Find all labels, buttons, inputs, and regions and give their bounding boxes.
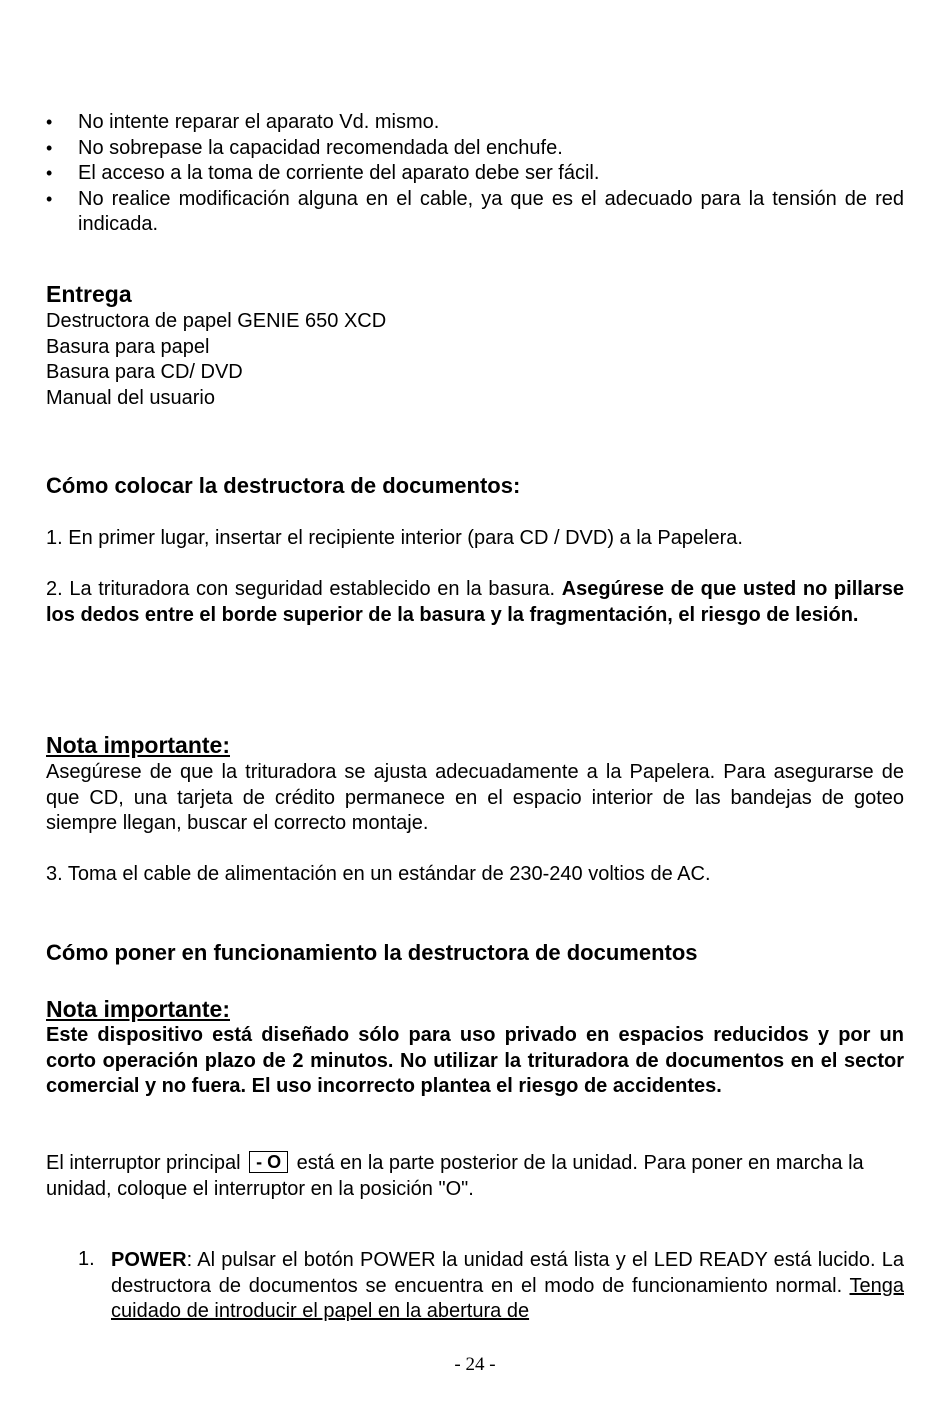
colocar-step-3: 3. Toma el cable de alimentación en un estándar de 230-240 voltios de AC. — [46, 863, 711, 885]
bullet-item: • No realice modificación alguna en el cable, ya que es el adecuado para la tensión de red indicada. — [46, 187, 904, 238]
step-2-warning: Asegúrese de que usted no pillarse los dedos entre el borde superior de la basura y la fragmentación, el riesgo de lesión. — [46, 578, 904, 626]
power-label: POWER — [111, 1249, 187, 1271]
power-caution: Tenga cuidado de introducir el papel en la abertura de — [111, 1274, 904, 1322]
entrega-item: Basura para papel — [46, 335, 210, 358]
nota-importante-heading-2: Nota importante: — [46, 996, 230, 1022]
numbered-list — [78, 1248, 904, 1325]
power-instruction — [111, 1248, 904, 1325]
nota-importante-heading-1: Nota importante: — [46, 732, 230, 758]
safety-bullet-list — [46, 110, 904, 238]
entrega-list — [46, 309, 386, 411]
colocar-step-2 — [46, 577, 904, 628]
interruptor-text-after: está en la parte posterior de la unidad. Para poner en marcha la unidad, coloque el interruptor en la posición "O". — [46, 1152, 864, 1200]
funcionamiento-heading: Cómo poner en funcionamiento la destructora de documentos — [46, 940, 698, 965]
entrega-item: Destructora de papel GENIE 650 XCD — [46, 310, 387, 332]
nota-importante-text-1: Asegúrese de que la trituradora se ajusta adecuadamente a la Papelera. Para asegurarse de que CD, una tarjeta de crédito permanece en el espacio interior de las bandejas de goteo siempre llegan, buscar el correcto montaje. — [46, 761, 904, 834]
bullet-item: • No intente reparar el aparato Vd. mismo. — [46, 110, 904, 136]
colocar-heading: Cómo colocar la destructora de documentos: — [46, 473, 521, 498]
list-number: 1. — [78, 1248, 95, 1270]
bullet-item: • No sobrepase la capacidad recomendada del enchufe. — [46, 136, 904, 162]
step-2-text: 2. La trituradora con seguridad establecido en la basura. — [46, 578, 562, 600]
power-text: : Al pulsar el botón POWER la unidad está lista y el LED READY está lucido. La destructora de documentos se encuentra en el modo de funcionamiento normal. — [111, 1249, 904, 1297]
bullet-item: • El acceso a la toma de corriente del aparato debe ser fácil. — [46, 161, 904, 187]
nota-importante-text-2: Este dispositivo está diseñado sólo para uso privado en espacios reducidos y por un corto operación plazo de 2 minutos. No utilizar la trituradora de documentos en el sector comercial y no fuera. El uso incorrecto plantea el riesgo de accidentes. — [46, 1024, 904, 1097]
entrega-item: Basura para CD/ DVD — [46, 361, 243, 383]
page-number: - 24 - — [454, 1354, 496, 1375]
colocar-step-1: 1. En primer lugar, insertar el recipiente interior (para CD / DVD) a la Papelera. — [46, 527, 743, 549]
interruptor-text-before: El interruptor principal — [46, 1152, 247, 1174]
entrega-item: Manual del usuario — [46, 386, 215, 409]
entrega-heading: Entrega — [46, 281, 132, 307]
interruptor-paragraph — [46, 1151, 904, 1202]
switch-symbol: - O — [249, 1151, 288, 1173]
